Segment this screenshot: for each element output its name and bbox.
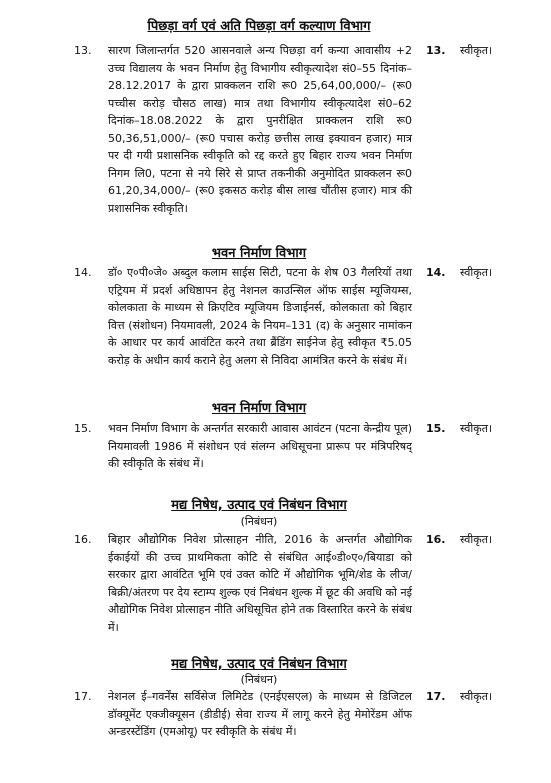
result-status: स्वीकृत। xyxy=(460,533,493,546)
result-number: 16. xyxy=(426,533,446,546)
item-text: सारण जिलान्तर्गत 520 आसनवाले अन्य पिछड़ा वर्ग कन्या आवासीय +2 उच्च विद्यालय के भवन निर्माण हेतु विभागीय स्वीकृत्यादेश सं0–55 दिनांक–28.12.2017 के द्वारा प्राक्कलन राशि रू0 25,64,00,000/– (रू0 पच्चीस करोड़ चौसठ लाख) मात्र तथा विभागीय स्वीकृत्यादेश सं0–62 दिनांक–18.08.2022 के द्वारा पुनरीक्षित प्राक्कलन राशि रू0 50,36,51,000/– (रू0 पचास करोड़ छत्तीस लाख इक्यावन हजार) मात्र पर दी गयी प्रशासनिक स्वीकृति को रद्द करते हुए बिहार राज्य भवन निर्माण निगम लि0, पटना से नये सिरे से प्राप्त तकनीकी अनुमोदित प्राक्कलन रू0 61,20,34,000/– (रू0 इकसठ करोड़ बीस लाख चौंतीस हजार) मात्र की प्रशासनिक स्वीकृति। xyxy=(108,44,412,215)
result-status: स्वीकृत। xyxy=(460,44,493,57)
result-status: स्वीकृत। xyxy=(460,266,493,279)
section-heading: भवन निर्माण विभाग xyxy=(211,246,307,261)
item-text: बिहार औद्योगिक निवेश प्रोत्साहन नीति, 2016 के अन्तर्गत औद्योगिक ईकाईयों की उच्च प्राथमिकता कोटि से संबंधित आई०डी०ए०/बियाडा को सरकार द्वारा आवंटित भूमि एवं उक्त कोटि में औद्योगिक भूमि/शेड के लीज/बिक्री/अंतरण पर देय स्टाम्प शुल्क एवं निबंधन शुल्क में छूट की अवधि को नई औद्योगिक निवेश प्रोत्साहन नीति अधिसूचित होने तक विस्तारित करने के संबंध में। xyxy=(108,533,412,634)
result-number: 15. xyxy=(426,422,446,435)
item-text: भवन निर्माण विभाग के अन्तर्गत सरकारी आवास आवंटन (पटना केन्द्रीय पूल) नियमावली 1986 में संशोधन एवं संलग्न अधिसूचना प्रारूप पर मंत्रिपरिषद् की स्वीकृति के संबंध में। xyxy=(108,422,412,470)
section-heading: मद्य निषेध, उत्पाद एवं निबंधन विभाग xyxy=(171,657,347,672)
result-number: 14. xyxy=(426,266,446,279)
item-number: 13. xyxy=(74,44,92,57)
section-subheading: (निबंधन) xyxy=(240,515,278,528)
result-number: 17. xyxy=(426,690,446,703)
section-heading: मद्य निषेध, उत्पाद एवं निबंधन विभाग xyxy=(171,498,347,513)
item-number: 17. xyxy=(74,690,92,703)
item-text: नेशनल ई–गवर्नेंस सर्विसेज लिमिटेड (एनईएसएल) के माध्यम से डिजिटल डॉक्यूमेंट एक्जीक्यूसन (डीडीई) सेवा राज्य में लागू करने हेतु मेमोरेंडम ऑफ अन्डरस्टेंडिंग (एमओयू) पर स्वीकृति के संबंध में। xyxy=(108,690,412,738)
item-number: 16. xyxy=(74,533,92,546)
item-number: 14. xyxy=(74,266,92,279)
result-status: स्वीकृत। xyxy=(460,690,493,703)
item-number: 15. xyxy=(74,422,92,435)
section-heading: भवन निर्माण विभाग xyxy=(211,401,307,416)
section-subheading: (निबंधन) xyxy=(240,673,278,686)
item-text: डॉ० ए०पी०जे० अब्दुल कलाम साईस सिटी, पटना के शेष 03 गैलरियों तथा एट्रियम में प्रदर्श अधिष्ठापन हेतु नेशनल काउन्सिल ऑफ साईस म्यूजियम्स, कोलकाता के माध्यम से क्रिएटिव म्यूजियम डिजाईनर्स, कोलकाता को बिहार वित्त (संशोधन) नियमावली, 2024 के नियम–131 (द) के अनुसार नामांकन के आधार पर कार्य आवंटित करने तथा ब्रैंडिंग साईनेज हेतु स्वीकृत ₹5.05 करोड़ के अधीन कार्य कराने हेतु अलग से निविदा आमंत्रित करने के संबंध में। xyxy=(108,266,412,367)
section-heading: पिछड़ा वर्ग एवं अति पिछड़ा वर्ग कल्याण विभाग xyxy=(147,19,371,34)
result-status: स्वीकृत। xyxy=(460,422,493,435)
result-number: 13. xyxy=(426,44,446,57)
